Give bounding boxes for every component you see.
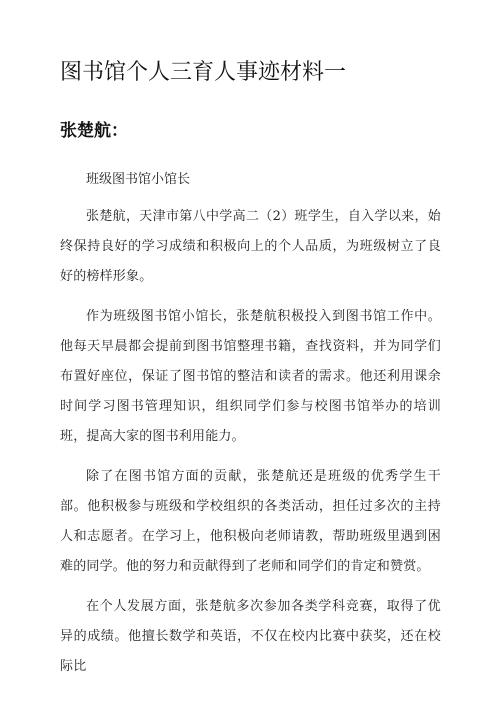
paragraph-library-work: 作为班级图书馆小馆长，张楚航积极投入到图书馆工作中。他每天早晨都会提前到图书馆整理书籍，查找资料，并为同学们布置好座位，保证了图书馆的整洁和读者的需求。他还利用课余时间学习图书管理知识，组织同学们参与校图书馆举办的培训班，提高大家的图书利用能力。 <box>60 309 441 444</box>
paragraph-personal-development: 在个人发展方面，张楚航多次参加各类学科竞赛，取得了优异的成绩。他擅长数学和英语，不仅在校内比赛中获奖，还在校际比 <box>60 599 441 674</box>
paragraph-student-leader: 除了在图书馆方面的贡献，张楚航还是班级的优秀学生干部。他积极参与班级和学校组织的各类活动，担任过多次的主持人和志愿者。在学习上，他积极向老师请教，帮助班级里遇到困难的同学。他的努力和贡献得到了老师和同学们的肯定和赞赏。 <box>60 469 441 574</box>
person-name-heading: 张楚航： <box>60 121 128 141</box>
paragraph-intro: 张楚航，天津市第八中学高二（2）班学生，自入学以来，始终保持良好的学习成绩和积极向上的个人品质，为班级树立了良好的榜样形象。 <box>60 209 441 284</box>
document-title: 图书馆个人三育人事迹材料一 <box>60 60 347 85</box>
role-line: 班级图书馆小馆长 <box>86 172 191 187</box>
